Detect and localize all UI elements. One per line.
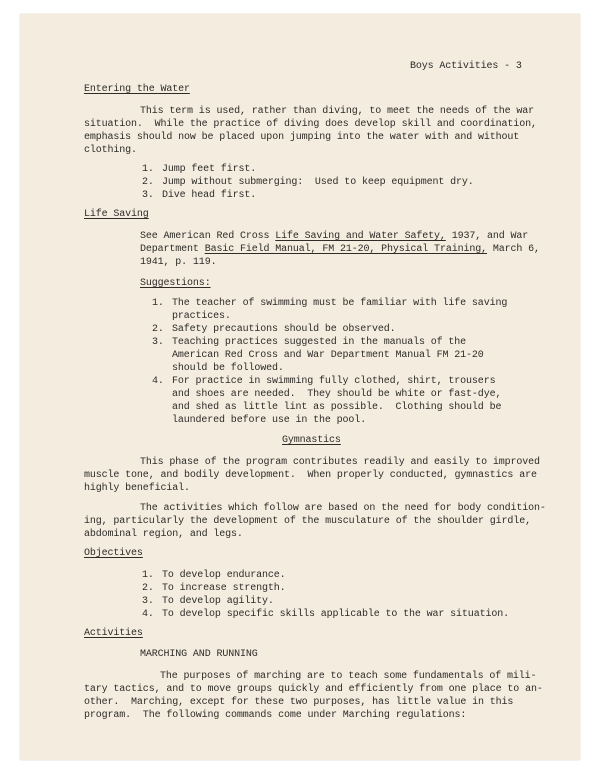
list-item-line: and shoes are needed. They should be white or fast-dye,: [172, 389, 502, 400]
list-item-line: Teaching practices suggested in the manuals of the: [172, 337, 467, 348]
text-run: 1937, and War: [445, 231, 529, 242]
section-heading-life-saving: Life Saving: [84, 209, 149, 220]
list-number: 3.: [142, 596, 154, 607]
paragraph-line: tary tactics, and to move groups quickly and efficiently from one place to an-: [84, 684, 543, 695]
paragraph-line: clothing.: [84, 145, 137, 156]
reference-line: 1941, p. 119.: [140, 257, 217, 268]
list-item-line: and shed as little lint as possible. Clothing should be: [172, 402, 502, 413]
section-heading-objectives: Objectives: [84, 548, 143, 559]
subheading-suggestions: Suggestions:: [140, 278, 211, 289]
paragraph-line: emphasis should now be placed upon jumping into the water with and without: [84, 132, 520, 143]
paragraph-line: program. The following commands come under Marching regulations:: [84, 710, 467, 721]
list-item: Jump without submerging: Used to keep equipment dry.: [162, 177, 474, 188]
list-item-line: should be followed.: [172, 363, 284, 374]
list-item-line: For practice in swimming fully clothed, shirt, trousers: [172, 376, 496, 387]
list-item-line: American Red Cross and War Department Manual FM 21-20: [172, 350, 484, 361]
reference-title: Basic Field Manual, FM 21-20, Physical Training,: [204, 244, 487, 255]
paragraph-line: abdominal region, and legs.: [84, 529, 243, 540]
list-number: 2.: [142, 177, 154, 188]
subheading-marching: MARCHING AND RUNNING: [140, 649, 258, 660]
list-item: To increase strength.: [162, 583, 286, 594]
paragraph-line: This term is used, rather than diving, to meet the needs of the war: [140, 106, 535, 117]
reference-title: Life Saving and Water Safety,: [275, 231, 446, 242]
reference-line: [140, 230, 528, 243]
reference-line: [140, 243, 540, 256]
paragraph-line: situation. While the practice of diving does develop skill and coordination,: [84, 119, 537, 130]
list-item: To develop specific skills applicable to the war situation.: [162, 609, 509, 620]
list-number: 3.: [142, 190, 154, 201]
list-number: 1.: [142, 570, 154, 581]
text-run: See American Red Cross: [140, 231, 276, 242]
list-item: To develop agility.: [162, 596, 274, 607]
list-item-line: practices.: [172, 311, 231, 322]
page-header: Boys Activities - 3: [410, 61, 522, 72]
text-run: March 6,: [487, 244, 540, 255]
paragraph-line: other. Marching, except for these two purposes, has little value in this: [84, 697, 514, 708]
list-item-line: Safety precautions should be observed.: [172, 324, 396, 335]
list-number: 4.: [152, 376, 164, 387]
list-item-line: laundered before use in the pool.: [172, 415, 367, 426]
list-number: 2.: [142, 583, 154, 594]
paragraph-line: muscle tone, and bodily development. When properly conducted, gymnastics are: [84, 470, 537, 481]
list-number: 2.: [152, 324, 164, 335]
list-item: Jump feet first.: [162, 164, 257, 175]
paragraph-line: The activities which follow are based on the need for body condition-: [140, 503, 546, 514]
paragraph-line: This phase of the program contributes readily and easily to improved: [140, 457, 540, 468]
section-heading-gymnastics: Gymnastics: [282, 435, 341, 446]
list-item-line: The teacher of swimming must be familiar with life saving: [172, 298, 508, 309]
list-number: 3.: [152, 337, 164, 348]
document-page: [20, 14, 580, 760]
text-run: Department: [140, 244, 205, 255]
paragraph-line: The purposes of marching are to teach some fundamentals of mili-: [160, 671, 537, 682]
paragraph-line: ing, particularly the development of the musculature of the shoulder girdle,: [84, 516, 531, 527]
list-number: 4.: [142, 609, 154, 620]
list-item: Dive head first.: [162, 190, 257, 201]
list-number: 1.: [152, 298, 164, 309]
section-heading-entering-water: Entering the Water: [84, 84, 190, 95]
list-number: 1.: [142, 164, 154, 175]
paragraph-line: highly beneficial.: [84, 483, 190, 494]
list-item: To develop endurance.: [162, 570, 286, 581]
section-heading-activities: Activities: [84, 628, 143, 639]
